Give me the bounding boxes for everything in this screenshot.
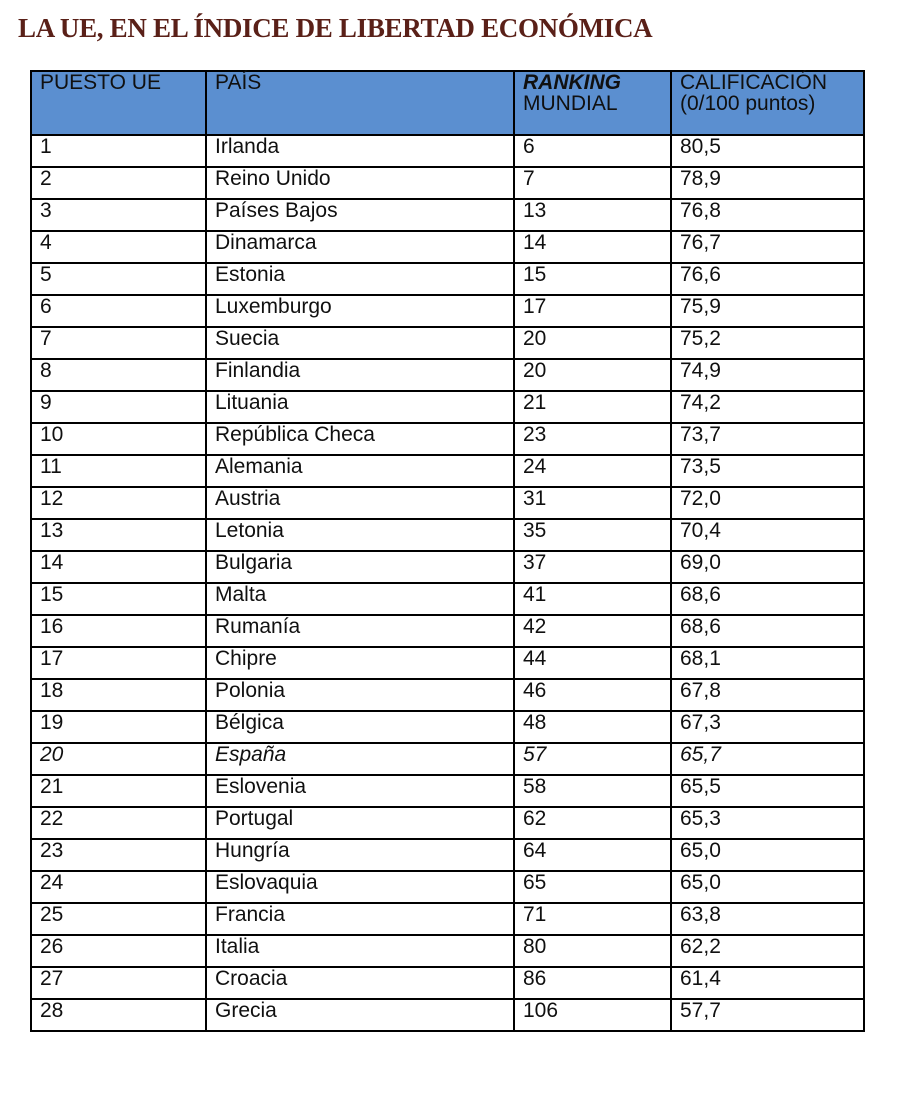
table-row <box>31 711 864 743</box>
cell-score-text: 68,6 <box>680 583 721 606</box>
cell-rank-eu-text: 6 <box>40 295 52 318</box>
cell-rank-eu <box>31 231 206 263</box>
cell-score <box>671 839 864 871</box>
cell-country-text: Bélgica <box>215 711 284 734</box>
cell-score-text: 75,9 <box>680 295 721 318</box>
cell-rank-world <box>514 711 671 743</box>
cell-rank-eu-text: 23 <box>40 839 64 862</box>
cell-score-text: 65,0 <box>680 839 721 862</box>
cell-rank-eu-text: 4 <box>40 231 52 254</box>
cell-rank-eu-text: 22 <box>40 807 64 830</box>
cell-score <box>671 551 864 583</box>
cell-country-text: Austria <box>215 487 281 510</box>
cell-score-text: 76,7 <box>680 231 721 254</box>
cell-score-text: 74,9 <box>680 359 721 382</box>
cell-score-text: 63,8 <box>680 903 721 926</box>
column-header-calificacion <box>671 71 864 135</box>
cell-rank-world <box>514 487 671 519</box>
cell-country <box>206 391 514 423</box>
cell-score <box>671 647 864 679</box>
cell-country <box>206 551 514 583</box>
cell-score-text: 68,1 <box>680 647 721 670</box>
table-header-row <box>31 71 864 135</box>
column-header-ranking-label: RANKING <box>523 71 621 94</box>
cell-rank-eu <box>31 519 206 551</box>
economic-freedom-table <box>30 70 865 1032</box>
cell-rank-eu-text: 21 <box>40 775 64 798</box>
cell-rank-world-text: 64 <box>523 839 547 862</box>
cell-rank-world-text: 14 <box>523 231 547 254</box>
cell-country-text: Letonia <box>215 519 284 542</box>
cell-country-text: Malta <box>215 583 267 606</box>
cell-country <box>206 135 514 167</box>
cell-rank-eu <box>31 583 206 615</box>
cell-country <box>206 743 514 775</box>
cell-score <box>671 295 864 327</box>
table-row <box>31 359 864 391</box>
cell-rank-eu-text: 1 <box>40 135 52 158</box>
column-header-mundial-label: MUNDIAL <box>523 92 618 115</box>
cell-rank-world <box>514 903 671 935</box>
cell-score <box>671 135 864 167</box>
cell-country-text: Croacia <box>215 967 288 990</box>
cell-rank-eu-text: 11 <box>40 455 62 478</box>
cell-score-text: 78,9 <box>680 167 721 190</box>
cell-rank-world <box>514 679 671 711</box>
cell-rank-world-text: 58 <box>523 775 547 798</box>
cell-score-text: 72,0 <box>680 487 721 510</box>
cell-rank-world-text: 7 <box>523 167 535 190</box>
table-row <box>31 391 864 423</box>
cell-score <box>671 391 864 423</box>
table-row <box>31 775 864 807</box>
cell-country-text: Polonia <box>215 679 286 702</box>
cell-country <box>206 903 514 935</box>
cell-rank-world-text: 65 <box>523 871 547 894</box>
cell-rank-world-text: 6 <box>523 135 535 158</box>
cell-rank-eu-text: 27 <box>40 967 64 990</box>
table-row <box>31 423 864 455</box>
cell-rank-eu <box>31 359 206 391</box>
cell-rank-eu <box>31 711 206 743</box>
cell-score <box>671 519 864 551</box>
cell-rank-eu-text: 26 <box>40 935 64 958</box>
column-header-pais <box>206 71 514 135</box>
cell-country <box>206 263 514 295</box>
cell-score-text: 80,5 <box>680 135 721 158</box>
cell-country <box>206 359 514 391</box>
cell-country-text: Estonia <box>215 263 286 286</box>
cell-rank-eu-text: 3 <box>40 199 52 222</box>
economic-freedom-table-container <box>30 70 863 1032</box>
cell-rank-world <box>514 871 671 903</box>
table-row <box>31 327 864 359</box>
cell-rank-world-text: 35 <box>523 519 547 542</box>
cell-rank-world-text: 48 <box>523 711 547 734</box>
table-row <box>31 647 864 679</box>
cell-score <box>671 455 864 487</box>
cell-rank-world-text: 46 <box>523 679 547 702</box>
column-header-puesto-ue <box>31 71 206 135</box>
cell-score <box>671 967 864 999</box>
cell-rank-world <box>514 263 671 295</box>
cell-country <box>206 327 514 359</box>
table-row <box>31 871 864 903</box>
cell-rank-world-text: 24 <box>523 455 547 478</box>
cell-rank-eu <box>31 391 206 423</box>
cell-rank-world <box>514 551 671 583</box>
cell-country-text: Alemania <box>215 455 303 478</box>
cell-country <box>206 999 514 1031</box>
cell-score <box>671 327 864 359</box>
cell-score-text: 67,8 <box>680 679 721 702</box>
cell-score-text: 61,4 <box>680 967 721 990</box>
cell-score <box>671 263 864 295</box>
cell-rank-world-text: 13 <box>523 199 547 222</box>
cell-rank-eu-text: 24 <box>40 871 64 894</box>
cell-score-text: 70,4 <box>680 519 721 542</box>
cell-country <box>206 583 514 615</box>
cell-rank-world-text: 15 <box>523 263 547 286</box>
cell-country <box>206 871 514 903</box>
cell-rank-eu-text: 18 <box>40 679 64 702</box>
cell-rank-eu <box>31 871 206 903</box>
cell-rank-world-text: 31 <box>523 487 547 510</box>
table-row <box>31 295 864 327</box>
table-row <box>31 231 864 263</box>
cell-rank-world <box>514 775 671 807</box>
cell-rank-eu-text: 8 <box>40 359 52 382</box>
cell-score-text: 76,6 <box>680 263 721 286</box>
cell-rank-world-text: 71 <box>523 903 547 926</box>
column-header-calificacion-label: CALIFICACIÓN <box>680 71 828 94</box>
cell-country-text: Italia <box>215 935 260 958</box>
cell-rank-world <box>514 327 671 359</box>
cell-rank-world-text: 21 <box>523 391 547 414</box>
cell-country <box>206 487 514 519</box>
cell-rank-world <box>514 359 671 391</box>
cell-score <box>671 359 864 391</box>
cell-score <box>671 807 864 839</box>
cell-country-text: Luxemburgo <box>215 295 332 318</box>
cell-score-text: 67,3 <box>680 711 721 734</box>
cell-rank-world-text: 42 <box>523 615 547 638</box>
cell-score-text: 73,7 <box>680 423 721 446</box>
cell-rank-eu <box>31 295 206 327</box>
cell-country-text: Lituania <box>215 391 289 414</box>
table-row <box>31 935 864 967</box>
cell-rank-eu-text: 12 <box>40 487 64 510</box>
cell-country <box>206 615 514 647</box>
table-row <box>31 455 864 487</box>
cell-rank-eu-text: 17 <box>40 647 64 670</box>
cell-rank-eu-text: 14 <box>40 551 64 574</box>
cell-rank-world-text: 23 <box>523 423 547 446</box>
table-row <box>31 839 864 871</box>
cell-country <box>206 679 514 711</box>
cell-score-text: 57,7 <box>680 999 721 1022</box>
cell-country <box>206 807 514 839</box>
cell-score <box>671 199 864 231</box>
cell-score <box>671 679 864 711</box>
column-header-calificacion-sublabel: (0/100 puntos) <box>680 92 816 115</box>
cell-rank-world <box>514 839 671 871</box>
table-row <box>31 199 864 231</box>
cell-score <box>671 999 864 1031</box>
cell-country-text: Reino Unido <box>215 167 331 190</box>
cell-rank-eu <box>31 199 206 231</box>
table-row <box>31 519 864 551</box>
cell-country-text: Eslovenia <box>215 775 307 798</box>
cell-rank-eu <box>31 647 206 679</box>
cell-rank-world <box>514 935 671 967</box>
table-row <box>31 999 864 1031</box>
cell-rank-eu <box>31 935 206 967</box>
table-row <box>31 583 864 615</box>
cell-rank-eu-text: 20 <box>40 743 64 766</box>
cell-rank-eu-text: 2 <box>40 167 52 190</box>
cell-score <box>671 231 864 263</box>
cell-rank-eu-text: 28 <box>40 999 64 1022</box>
cell-country-text: Países Bajos <box>215 199 338 222</box>
cell-rank-eu <box>31 487 206 519</box>
cell-rank-eu <box>31 999 206 1031</box>
cell-rank-eu <box>31 743 206 775</box>
cell-country <box>206 935 514 967</box>
cell-rank-world <box>514 583 671 615</box>
cell-rank-eu-text: 19 <box>40 711 64 734</box>
table-row <box>31 903 864 935</box>
cell-rank-world-text: 37 <box>523 551 547 574</box>
cell-rank-world <box>514 231 671 263</box>
cell-rank-world <box>514 199 671 231</box>
cell-rank-world <box>514 743 671 775</box>
cell-score <box>671 487 864 519</box>
column-header-ranking-mundial <box>514 71 671 135</box>
cell-rank-eu <box>31 839 206 871</box>
table-row <box>31 967 864 999</box>
cell-score <box>671 775 864 807</box>
cell-country-text: Hungría <box>215 839 290 862</box>
cell-score-text: 68,6 <box>680 615 721 638</box>
cell-rank-eu <box>31 903 206 935</box>
cell-rank-eu <box>31 551 206 583</box>
cell-rank-world <box>514 807 671 839</box>
cell-rank-world <box>514 295 671 327</box>
cell-country <box>206 711 514 743</box>
table-row <box>31 487 864 519</box>
cell-country-text: Dinamarca <box>215 231 317 254</box>
cell-country-text: Rumanía <box>215 615 301 638</box>
cell-rank-world <box>514 967 671 999</box>
cell-country <box>206 967 514 999</box>
cell-rank-eu-text: 16 <box>40 615 64 638</box>
cell-rank-world-text: 41 <box>523 583 547 606</box>
cell-score-text: 62,2 <box>680 935 721 958</box>
cell-rank-eu <box>31 967 206 999</box>
cell-score <box>671 583 864 615</box>
cell-score <box>671 871 864 903</box>
cell-rank-world <box>514 615 671 647</box>
cell-rank-world <box>514 423 671 455</box>
cell-rank-eu <box>31 135 206 167</box>
cell-rank-world-text: 44 <box>523 647 547 670</box>
cell-rank-eu <box>31 455 206 487</box>
cell-score <box>671 935 864 967</box>
cell-score-text: 69,0 <box>680 551 721 574</box>
cell-rank-eu <box>31 167 206 199</box>
cell-rank-eu-text: 5 <box>40 263 52 286</box>
column-header-puesto-ue-label: PUESTO UE <box>40 71 161 94</box>
cell-rank-world-text: 62 <box>523 807 547 830</box>
cell-rank-eu-text: 9 <box>40 391 52 414</box>
cell-score-text: 76,8 <box>680 199 721 222</box>
cell-rank-eu-text: 10 <box>40 423 64 446</box>
cell-score <box>671 903 864 935</box>
cell-rank-world <box>514 647 671 679</box>
table-row <box>31 135 864 167</box>
table-row <box>31 263 864 295</box>
cell-rank-world-text: 20 <box>523 359 547 382</box>
table-row <box>31 551 864 583</box>
table-row <box>31 743 864 775</box>
table-body <box>31 135 864 1031</box>
cell-country <box>206 455 514 487</box>
cell-rank-world-text: 20 <box>523 327 547 350</box>
page-title: LA UE, EN EL ÍNDICE DE LIBERTAD ECONÓMICA <box>18 13 653 43</box>
cell-country <box>206 199 514 231</box>
cell-rank-world <box>514 135 671 167</box>
cell-score-text: 75,2 <box>680 327 721 350</box>
cell-rank-eu <box>31 775 206 807</box>
cell-rank-world-text: 17 <box>523 295 547 318</box>
cell-score <box>671 167 864 199</box>
cell-rank-eu <box>31 807 206 839</box>
cell-rank-world <box>514 519 671 551</box>
cell-rank-world <box>514 455 671 487</box>
cell-country <box>206 775 514 807</box>
cell-rank-eu-text: 13 <box>40 519 64 542</box>
cell-country <box>206 839 514 871</box>
cell-rank-world-text: 57 <box>523 743 547 766</box>
cell-country-text: Finlandia <box>215 359 301 382</box>
cell-score-text: 65,5 <box>680 775 721 798</box>
cell-score <box>671 423 864 455</box>
cell-score-text: 73,5 <box>680 455 721 478</box>
cell-country-text: Irlanda <box>215 135 280 158</box>
cell-country <box>206 647 514 679</box>
cell-country-text: Suecia <box>215 327 280 350</box>
cell-rank-eu-text: 7 <box>40 327 52 350</box>
cell-country-text: Chipre <box>215 647 277 670</box>
cell-country-text: Portugal <box>215 807 294 830</box>
cell-rank-eu <box>31 679 206 711</box>
cell-country <box>206 295 514 327</box>
cell-rank-eu-text: 25 <box>40 903 64 926</box>
cell-rank-world-text: 80 <box>523 935 547 958</box>
cell-rank-eu <box>31 615 206 647</box>
cell-score <box>671 743 864 775</box>
cell-rank-world-text: 106 <box>523 999 559 1022</box>
cell-country-text: República Checa <box>215 423 375 446</box>
cell-score-text: 65,7 <box>680 743 721 766</box>
cell-country-text: Eslovaquia <box>215 871 318 894</box>
table-header <box>31 71 864 135</box>
table-row <box>31 167 864 199</box>
cell-rank-eu-text: 15 <box>40 583 64 606</box>
cell-country <box>206 231 514 263</box>
cell-rank-eu <box>31 423 206 455</box>
cell-score-text: 65,0 <box>680 871 721 894</box>
cell-rank-eu <box>31 263 206 295</box>
cell-rank-eu <box>31 327 206 359</box>
column-header-pais-label: PAÍS <box>215 71 262 94</box>
cell-rank-world <box>514 391 671 423</box>
cell-country <box>206 423 514 455</box>
table-row <box>31 679 864 711</box>
cell-score <box>671 615 864 647</box>
cell-score <box>671 711 864 743</box>
cell-rank-world <box>514 999 671 1031</box>
cell-score-text: 74,2 <box>680 391 721 414</box>
cell-rank-world <box>514 167 671 199</box>
cell-country-text: Francia <box>215 903 286 926</box>
table-row <box>31 807 864 839</box>
table-row <box>31 615 864 647</box>
cell-country-text: España <box>215 743 287 766</box>
cell-country-text: Grecia <box>215 999 277 1022</box>
cell-country <box>206 167 514 199</box>
cell-score-text: 65,3 <box>680 807 721 830</box>
cell-rank-world-text: 86 <box>523 967 547 990</box>
cell-country <box>206 519 514 551</box>
cell-country-text: Bulgaria <box>215 551 293 574</box>
